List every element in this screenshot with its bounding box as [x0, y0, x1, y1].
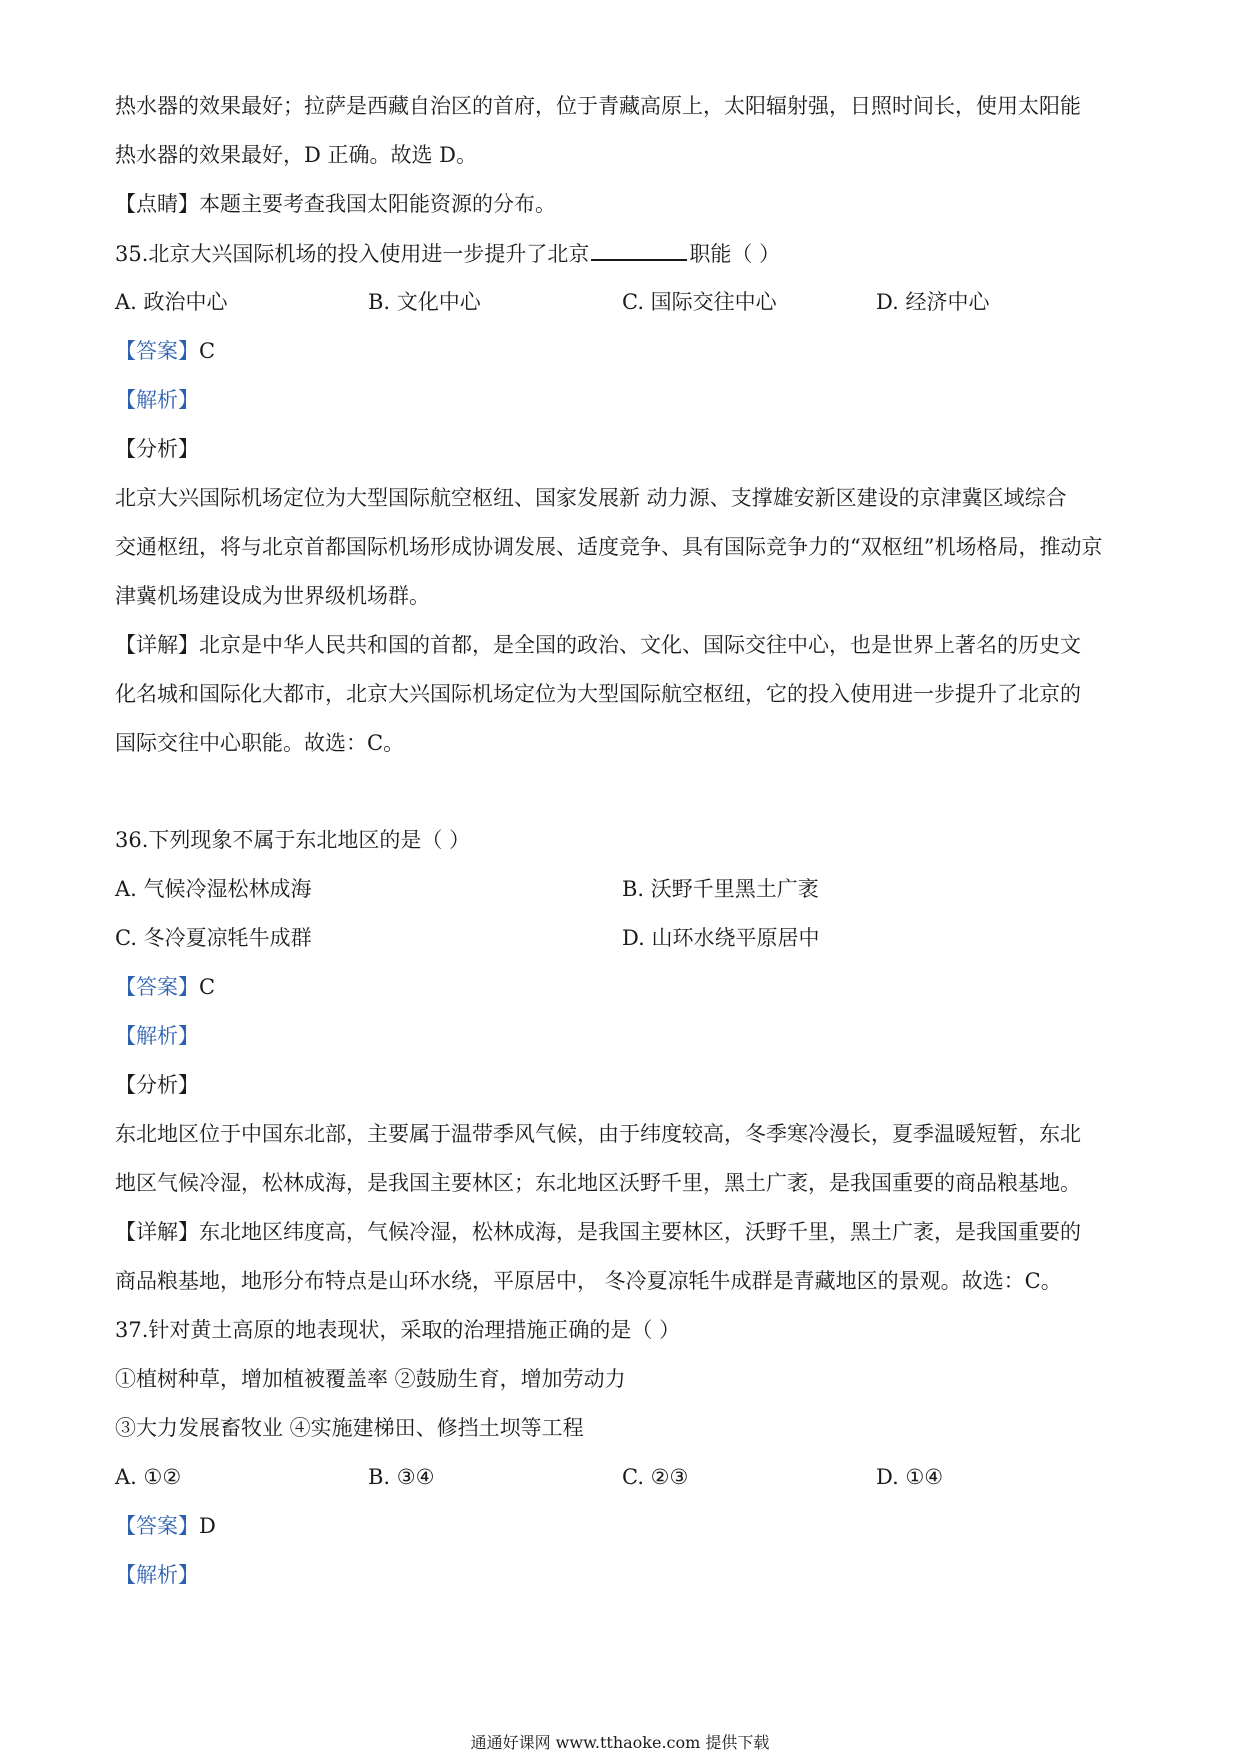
answer-line — [115, 1512, 1135, 1540]
dianjing-tag: 【点睛】 — [115, 192, 199, 216]
answer-value: C — [199, 339, 216, 363]
fenxi-tag: 【分析】 — [115, 1073, 199, 1097]
paragraph-line: 交通枢纽，将与北京首都国际机场形成协调发展、适度竞争、具有国际竞争力的“双枢纽”机场格局，推动京 — [115, 535, 1103, 559]
option-b: B. ③④ — [368, 1465, 435, 1489]
question-37-stem: 37.针对黄土高原的地表现状，采取的治理措施正确的是（ ） — [115, 1318, 681, 1342]
xiangjie-line — [115, 1218, 1135, 1246]
page-footer: 通通好课网 www.tthaoke.com 提供下载 — [470, 1733, 770, 1752]
option-a: A. 气候冷湿松林成海 — [115, 877, 312, 901]
paragraph-line: 地区气候冷湿，松林成海，是我国主要林区；东北地区沃野千里，黑土广袤，是我国重要的商品粮基地。 — [115, 1171, 1081, 1195]
paragraph-text: 北京是中华人民共和国的首都，是全国的政治、文化、国际交往中心，也是世界上著名的历史文 — [199, 633, 1081, 657]
option-a: A. 政治中心 — [115, 290, 228, 314]
question-36-stem: 36.下列现象不属于东北地区的是（ ） — [115, 828, 471, 852]
paragraph-text: 东北地区纬度高，气候冷湿，松林成海，是我国主要林区，沃野千里，黑土广袤，是我国重要的 — [199, 1220, 1081, 1244]
option-d: D. ①④ — [876, 1465, 944, 1489]
answer-line — [115, 337, 1135, 365]
option-b: B. 沃野千里黑土广袤 — [622, 877, 819, 901]
dianjing-line — [115, 190, 1135, 218]
option-b: B. 文化中心 — [368, 290, 481, 314]
xiangjie-tag: 【详解】 — [115, 1220, 199, 1244]
option-d: D. 经济中心 — [876, 290, 990, 314]
paragraph-line: 化名城和国际化大都市，北京大兴国际机场定位为大型国际航空枢纽，它的投入使用进一步提升了北京的 — [115, 682, 1081, 706]
paragraph-line: 热水器的效果最好；拉萨是西藏自治区的首府，位于青藏高原上，太阳辐射强，日照时间长，使用太阳能 — [115, 94, 1081, 118]
paragraph-line: 津冀机场建设成为世界级机场群。 — [115, 584, 430, 608]
dianjing-text: 本题主要考查我国太阳能资源的分布。 — [199, 192, 556, 216]
answer-line — [115, 973, 1135, 1001]
xiangjie-line — [115, 631, 1135, 659]
jiexi-tag: 【解析】 — [115, 388, 199, 412]
answer-value: D — [199, 1514, 216, 1538]
option-c: C. ②③ — [622, 1465, 689, 1489]
jiexi-tag: 【解析】 — [115, 1024, 199, 1048]
paragraph-line: 国际交往中心职能。故选：C。 — [115, 731, 405, 755]
statement-line: ①植树种草，增加植被覆盖率 ②鼓励生育，增加劳动力 — [115, 1367, 626, 1391]
answer-tag: 【答案】 — [115, 1514, 199, 1538]
answer-value: C — [199, 975, 216, 999]
statement-line: ③大力发展畜牧业 ④实施建梯田、修挡土坝等工程 — [115, 1416, 584, 1440]
paragraph-line: 热水器的效果最好，D 正确。故选 D。 — [115, 143, 478, 167]
option-a: A. ①② — [115, 1465, 182, 1489]
answer-tag: 【答案】 — [115, 975, 199, 999]
answer-blank — [591, 239, 687, 261]
answer-tag: 【答案】 — [115, 339, 199, 363]
question-35-stem — [115, 239, 1135, 268]
jiexi-tag: 【解析】 — [115, 1563, 199, 1587]
option-d: D. 山环水绕平原居中 — [622, 926, 820, 950]
stem-text: 职能（ ） — [689, 242, 781, 266]
paragraph-line: 商品粮基地，地形分布特点是山环水绕，平原居中， 冬冷夏凉牦牛成群是青藏地区的景观。故选：C。 — [115, 1269, 1062, 1293]
paragraph-line: 东北地区位于中国东北部，主要属于温带季风气候，由于纬度较高，冬季寒冷漫长，夏季温暖短暂，东北 — [115, 1122, 1081, 1146]
stem-text: 35.北京大兴国际机场的投入使用进一步提升了北京 — [115, 242, 590, 266]
xiangjie-tag: 【详解】 — [115, 633, 199, 657]
paragraph-line: 北京大兴国际机场定位为大型国际航空枢纽、国家发展新 动力源、支撑雄安新区建设的京津冀区域综合 — [115, 486, 1067, 510]
option-c: C. 冬冷夏凉牦牛成群 — [115, 926, 312, 950]
option-c: C. 国际交往中心 — [622, 290, 777, 314]
fenxi-tag: 【分析】 — [115, 437, 199, 461]
